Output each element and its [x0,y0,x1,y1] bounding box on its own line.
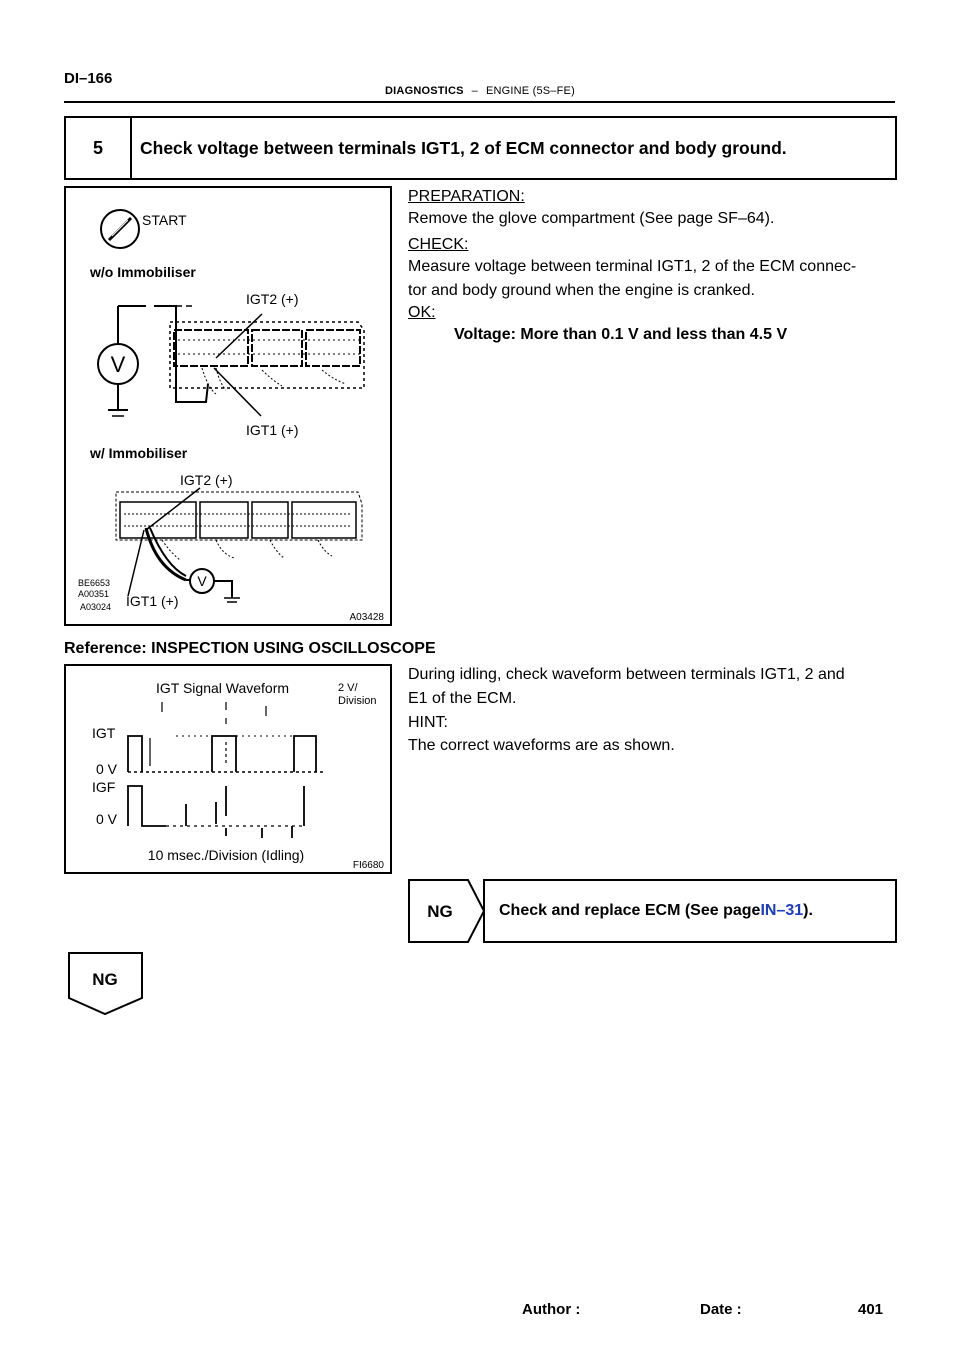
header-rule [64,101,895,103]
author-label: Author : [522,1301,581,1318]
hint-text: The correct waveforms are as shown. [408,737,675,754]
preparation-text: Remove the glove compartment (See page SF–64). [408,210,775,227]
start-label: START [142,212,187,228]
header-section: DIAGNOSTICS [385,85,464,97]
ignition-key-icon [101,210,139,248]
ng-action-suffix: ). [803,902,813,919]
zero-volt-label-1: 0 V [96,761,118,777]
reference-heading: Reference: INSPECTION USING OSCILLOSCOPE [64,640,436,657]
ng-arrow-tag [408,879,488,943]
step-number: 5 [66,118,132,178]
ecm-connector-top [170,322,364,394]
check-text-1: Measure voltage between terminal IGT1, 2 of the ECM connec- [408,258,857,275]
connector-figure [64,186,392,626]
page-link-in31[interactable]: IN–31 [760,902,804,919]
check-heading: CHECK: [408,236,469,253]
waveform-diagram [66,666,390,872]
ng-tag-label: NG [427,902,453,921]
voltage-scale-1: 2 V/ [338,682,358,694]
voltmeter-symbol: V [110,352,126,377]
hint-heading: HINT: [408,714,448,731]
igt1-bottom-label: IGT1 (+) [126,593,179,609]
connector-diagram [66,188,390,624]
igf-label: IGF [92,779,116,795]
igt2-top-label: IGT2 (+) [246,291,299,307]
reference-text-2: E1 of the ECM. [408,690,517,707]
page-number: 401 [858,1301,884,1318]
w-immobiliser-label: w/ Immobiliser [90,445,188,461]
ok-text: Voltage: More than 0.1 V and less than 4.5 V [454,326,788,343]
reference-text-1: During idling, check waveform between terminals IGT1, 2 and [408,666,845,683]
header-subsection: ENGINE (5S–FE) [485,85,575,97]
ref-code-1: BE6653 [78,578,111,588]
voltmeter-top-icon [98,306,146,416]
page-code: DI–166 [64,70,113,87]
voltmeter-bottom-icon [190,569,240,602]
voltage-scale-2: Division [338,695,377,707]
waveform-figure [64,664,392,874]
ng-flow-tag [68,952,144,1016]
ref-code-3: A03024 [80,602,112,612]
zero-volt-label-2: 0 V [96,811,118,827]
check-text-2: tor and body ground when the engine is cranked. [408,282,755,299]
ng-action-box [483,879,897,943]
ng-flow-label: NG [92,970,118,989]
date-label: Date : [700,1301,742,1318]
running-header [0,85,960,97]
preparation-heading: PREPARATION: [408,188,525,205]
igt-label: IGT [92,725,116,741]
igt2-bottom-label: IGT2 (+) [180,472,233,488]
step-title: Check voltage between terminals IGT1, 2 of ECM connector and body ground. [140,137,787,158]
igt-waveform [128,702,324,772]
ng-action-text [499,881,813,941]
step-box [64,116,897,180]
voltmeter-symbol-2: V [197,573,207,589]
waveform-title: IGT Signal Waveform [156,680,290,696]
igf-waveform [128,786,306,838]
igt1-top-label: IGT1 (+) [246,422,299,438]
ok-heading: OK: [408,304,436,321]
header-separator: – [471,85,478,97]
figure1-code: A03428 [349,612,384,623]
wo-immobiliser-label: w/o Immobiliser [90,264,196,280]
ref-code-2: A00351 [78,589,110,599]
figure2-code: FI6680 [352,860,384,871]
ng-action-prefix: Check and replace ECM (See page [499,902,761,919]
time-scale-label: 10 msec./Division (Idling) [147,847,305,863]
